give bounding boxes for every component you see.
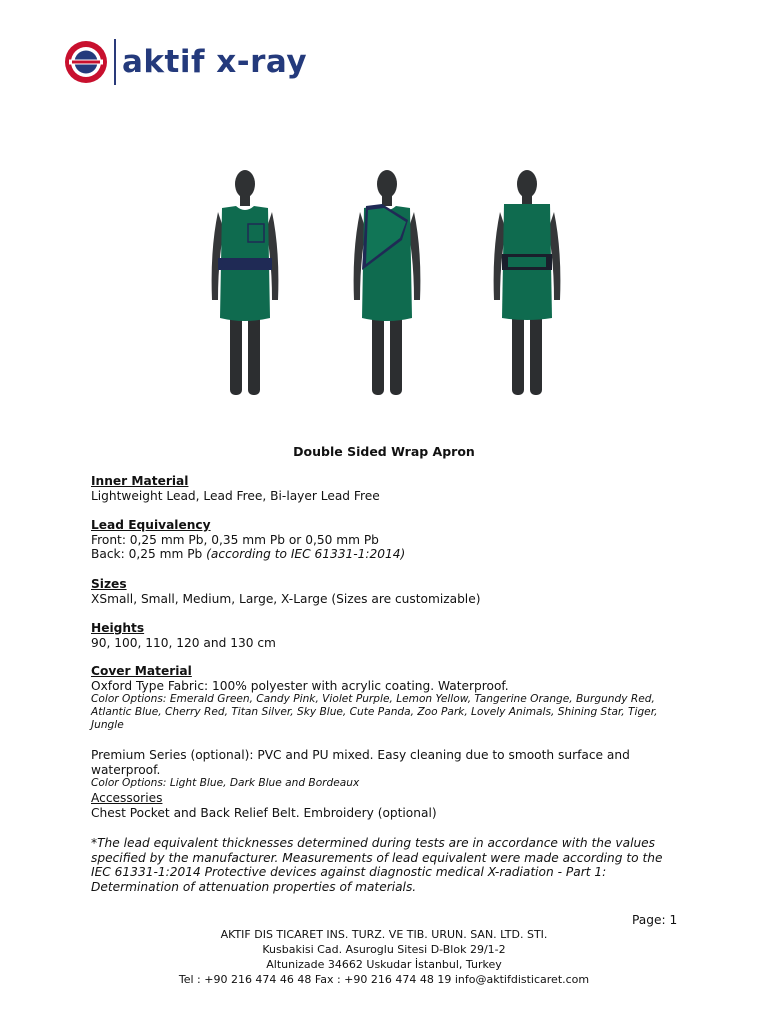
product-title: Double Sided Wrap Apron: [293, 444, 475, 459]
premium-series-text: Premium Series (optional): PVC and PU mixed. Easy cleaning due to smooth surface and waterproof.: [91, 748, 630, 777]
apron-wrap-view: [342, 160, 432, 410]
brand-emblem-icon: [64, 40, 108, 84]
product-images: [190, 160, 610, 410]
lead-equivalency-front: Front: 0,25 mm Pb, 0,35 mm Pb or 0,50 mm Pb: [91, 532, 379, 547]
footer-address-2: Altunizade 34662 Uskudar İstanbul, Turkey: [266, 958, 502, 971]
page-number: Page: 1: [632, 913, 678, 927]
lead-equivalency-back-note: (according to IEC 61331-1:2014): [206, 547, 406, 562]
inner-material-section: [91, 474, 691, 503]
premium-series-section: [91, 748, 691, 790]
apron-back-view: [482, 160, 572, 410]
heights-section: [91, 621, 691, 650]
logo-divider: [114, 39, 116, 85]
accessories-section: [91, 791, 691, 820]
lead-equivalency-heading: Lead Equivalency: [91, 518, 211, 532]
cover-material-section: [91, 664, 691, 732]
footer-address-1: Kusbakisi Cad. Asuroglu Sitesi D-Blok 29/1-2: [262, 943, 506, 956]
sizes-section: [91, 577, 691, 606]
oxford-color-options: Color Options: Emerald Green, Candy Pink, Violet Purple, Lemon Yellow, Tangerine Orange, Burgundy Red, Atlantic Blue, Cherry Red, Titan Silver, Sky Blue, Cute Panda, Zoo Park, Lovely Animals, Shining Star, Tiger, Jungle: [91, 693, 658, 732]
heights-text: 90, 100, 110, 120 and 130 cm: [91, 635, 276, 650]
disclaimer-note: *The lead equivalent thicknesses determined during tests are in accordance with the values specified by the manufacturer. Measurements of lead equivalent were made according to the IEC 61331-1:2014 Protective devices against diagnostic medical X-radiation - Part 1: Determination of attenuation properties of materials.: [91, 836, 663, 894]
accessories-heading: Accessories: [91, 791, 163, 805]
lead-equivalency-back-line: [91, 547, 691, 562]
footer-contact: Tel : +90 216 474 46 48 Fax : +90 216 474 48 19 info@aktifdisticaret.com: [178, 973, 590, 986]
brand-name: aktif x-ray: [122, 44, 308, 80]
inner-material-text: Lightweight Lead, Lead Free, Bi-layer Lead Free: [91, 488, 380, 503]
lead-equivalency-back: Back: 0,25 mm Pb: [91, 547, 203, 562]
apron-front-view: [200, 160, 290, 410]
cover-material-heading: Cover Material: [91, 664, 192, 678]
sizes-text: XSmall, Small, Medium, Large, X-Large (Sizes are customizable): [91, 591, 481, 606]
sizes-heading: Sizes: [91, 577, 127, 591]
footer: [0, 927, 768, 987]
accessories-text: Chest Pocket and Back Relief Belt. Embroidery (optional): [91, 805, 437, 820]
inner-material-heading: Inner Material: [91, 474, 189, 488]
lead-equivalency-section: [91, 518, 691, 562]
footer-company: AKTIF DIS TICARET INS. TURZ. VE TIB. URUN. SAN. LTD. STI.: [220, 928, 548, 941]
brand-logo: [64, 38, 307, 86]
oxford-fabric-text: Oxford Type Fabric: 100% polyester with acrylic coating. Waterproof.: [91, 678, 509, 693]
heights-heading: Heights: [91, 621, 145, 635]
premium-color-options: Color Options: Light Blue, Dark Blue and Bordeaux: [91, 777, 360, 790]
